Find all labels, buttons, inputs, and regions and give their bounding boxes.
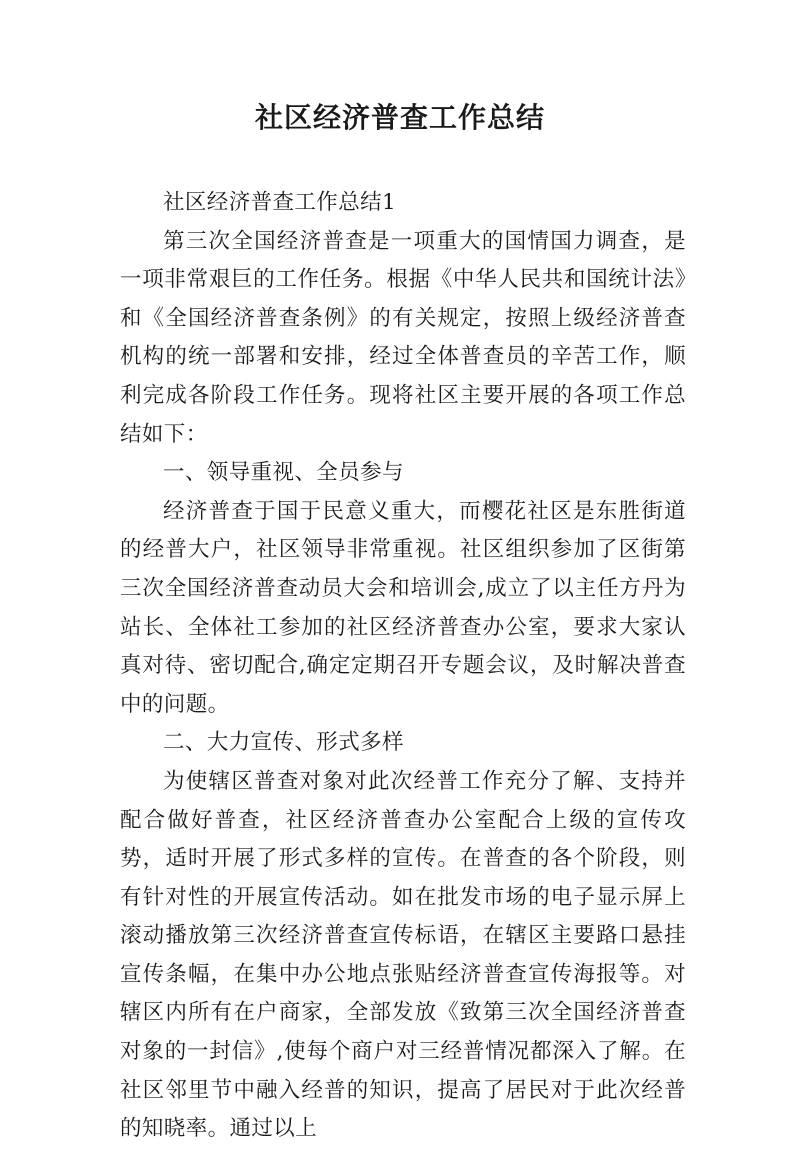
document-title: 社区经济普查工作总结 bbox=[254, 101, 545, 134]
section-2-heading: 二、大力宣传、形式多样 bbox=[163, 730, 404, 756]
section-1-heading: 一、领导重视、全员参与 bbox=[163, 460, 404, 486]
intro-paragraph: 第三次全国经济普查是一项重大的国情国力调查，是一项非常艰巨的工作任务。根据《中华人民共和国统计法》和《全国经济普查条例》的有关规定，按照上级经济普查机构的统一部署和安排，经过全体普查员的辛苦工作，顺利完成各阶段工作任务。现将社区主要开展的各项工作总结如下： bbox=[120, 228, 686, 447]
document-body bbox=[120, 184, 686, 1149]
section-2-paragraph: 为使辖区普查对象对此次经普工作充分了解、支持并配合做好普查，社区经济普查办公室配合上级的宣传攻势，适时开展了形式多样的宣传。在普查的各个阶段，则有针对性的开展宣传活动。如在批发市场的电子显示屏上滚动播放第三次经济普查宣传标语，在辖区主要路口悬挂宣传条幅，在集中办公地点张贴经济普查宣传海报等。对辖区内所有在户商家，全部发放《致第三次全国经济普查对象的一封信》,使每个商户对三经普情况都深入了解。在社区邻里节中融入经普的知识，提高了居民对于此次经普的知晓率。通过以上 bbox=[120, 768, 686, 1142]
document-subtitle: 社区经济普查工作总结1 bbox=[163, 190, 397, 215]
section-1-paragraph: 经济普查于国于民意义重大，而樱花社区是东胜街道的经普大户，社区领导非常重视。社区组织参加了区街第三次全国经济普查动员大会和培训会,成立了以主任方丹为站长、全体社工参加的社区经济普查办公室，要求大家认真对待、密切配合,确定定期召开专题会议，及时解决普查中的问题。 bbox=[120, 498, 686, 717]
